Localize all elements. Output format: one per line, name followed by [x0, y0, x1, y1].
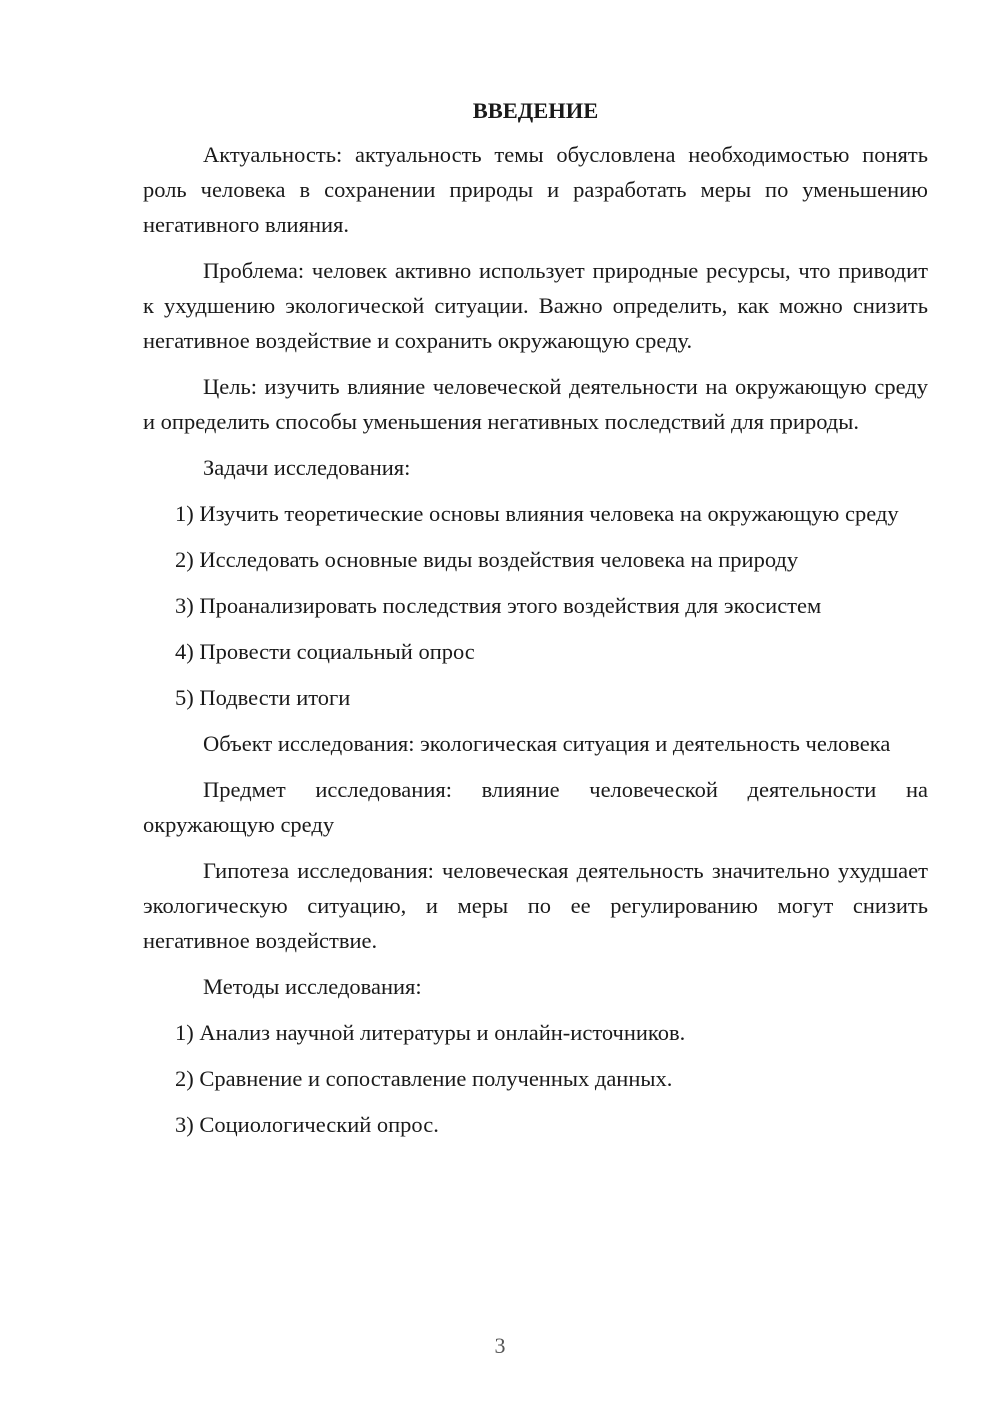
methods-heading: Методы исследования: — [203, 974, 422, 999]
list-item: 1) Изучить теоретические основы влияния человека на окружающую среду — [175, 501, 899, 526]
goal-paragraph: Цель: изучить влияние человеческой деятельности на окружающую среду и определить способы уменьшения негативных последствий для природы. — [143, 374, 928, 434]
list-item: 2) Исследовать основные виды воздействия человека на природу — [175, 547, 799, 572]
methods-list — [143, 1015, 928, 1142]
document-page — [143, 95, 928, 1153]
section-title: ВВЕДЕНИЕ — [472, 98, 599, 123]
subject-paragraph: Предмет исследования: влияние человеческой деятельности на окружающую среду — [143, 777, 928, 837]
page-number: 3 — [494, 1333, 506, 1358]
list-item: 5) Подвести итоги — [175, 685, 351, 710]
list-item: 2) Сравнение и сопоставление полученных данных. — [175, 1066, 673, 1091]
hypothesis-paragraph: Гипотеза исследования: человеческая деятельность значительно ухудшает экологическую ситуацию, и меры по ее регулированию могут снизить негативное воздействие. — [143, 858, 928, 953]
tasks-heading: Задачи исследования: — [203, 455, 411, 480]
problem-paragraph: Проблема: человек активно использует природные ресурсы, что приводит к ухудшению экологической ситуации. Важно определить, как можно снизить негативное воздействие и сохранить окружающую среду. — [143, 258, 928, 353]
object-paragraph: Объект исследования: экологическая ситуация и деятельность человека — [203, 731, 891, 756]
list-item: 3) Проанализировать последствия этого воздействия для экосистем — [175, 593, 822, 618]
list-item: 4) Провести социальный опрос — [175, 639, 475, 664]
relevance-paragraph: Актуальность: актуальность темы обусловлена необходимостью понять роль человека в сохранении природы и разработать меры по уменьшению негативного влияния. — [143, 142, 928, 237]
list-item: 1) Анализ научной литературы и онлайн-источников. — [175, 1020, 686, 1045]
tasks-list — [143, 496, 928, 715]
list-item: 3) Социологический опрос. — [175, 1112, 439, 1137]
